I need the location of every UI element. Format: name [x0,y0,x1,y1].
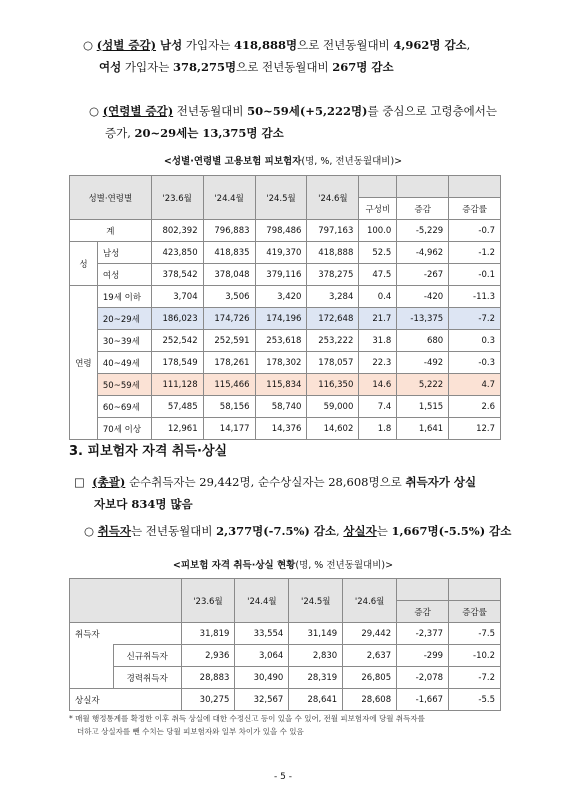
row-label: 계 [70,220,152,242]
section3-detail-bullet: ○ 취득자는 전년동월대비 2,377명(-7.5%) 감소, 상실자는 1,667명(-5.5%) 감소 [84,524,512,538]
table-row: 40~49세 178,549 178,261 178,302 178,057 22.3 -492 -0.3 [70,352,501,374]
bullet-marker: □ [74,475,85,489]
row-label: 30~39세 [97,330,151,352]
table1-header-row [70,176,501,198]
row-label: 40~49세 [97,352,151,374]
row-label: 경력취득자 [113,667,181,689]
header-month: '24.5월 [289,579,343,623]
group-label-sex: 성 [70,242,98,286]
bullet-marker: ○ [84,524,95,538]
header-ratio: 구성비 [359,198,397,220]
table-row: 여성 378,542 378,048 379,116 378,275 47.5 -267 -0.1 [70,264,501,286]
footnote: * 매월 행정통계를 확정한 이후 취득 상실에 대한 수정신고 등이 있을 수 있어, 전월 피보험자에 당월 취득자를 더하고 상실자를 뺀 수치는 당월 피보험자와 일부 차이가 있을 수 있음 [69,714,425,736]
table-row: 60~69세 57,485 58,156 58,740 59,000 7.4 1,515 2.6 [70,396,501,418]
header-month: '24.6월 [343,579,397,623]
row-label: 19세 이하 [97,286,151,308]
table-row: 성 남성 423,850 418,835 419,370 418,888 52.5 -4,962 -1.2 [70,242,501,264]
table1-caption: <성별·연령별 고용보험 피보험자(명, %, 전년동월대비)> [163,156,403,167]
table-row: 30~39세 252,542 252,591 253,618 253,222 31.8 680 0.3 [70,330,501,352]
table-row: 연령 19세 이하 3,704 3,506 3,420 3,284 0.4 -420 -11.3 [70,286,501,308]
row-label: 60~69세 [97,396,151,418]
table-row: 70세 이상 12,961 14,177 14,376 14,602 1.8 1,641 12.7 [70,418,501,440]
intro-bullet-sex: ○ (성별 증감) 남성 가입자는 418,888명으로 전년동월대비 4,962명 감소, 여성 가입자는 378,275명으로 전년동월대비 267명 감소 [83,38,471,74]
bullet-marker: ○ [83,38,94,52]
bullet-marker: ○ [89,104,100,118]
header-month: '24.5월 [255,176,307,220]
table2-header-row [70,579,501,601]
header-month: '24.4월 [235,579,289,623]
table-row: 신규취득자 2,936 3,064 2,830 2,637 -299 -10.2 [70,645,501,667]
row-label: 신규취득자 [113,645,181,667]
header-month: '23.6월 [181,579,235,623]
header-category: 성별·연령별 [70,176,152,220]
table-row-highlight-decrease: 20~29세 186,023 174,726 174,196 172,648 21.7 -13,375 -7.2 [70,308,501,330]
header-change: 증감 [397,198,449,220]
table-row: 경력취득자 28,883 30,490 28,319 26,805 -2,078 -7.2 [70,667,501,689]
header-rate: 증감률 [449,601,501,623]
header-rate: 증감률 [449,198,501,220]
header-month: '23.6월 [151,176,203,220]
row-label: 상실자 [70,689,182,711]
section-heading: 3. 피보험자 자격 취득·상실 [69,444,228,459]
section3-summary-bullet: □ (총괄) 순수취득자는 29,442명, 순수상실자는 28,608명으로 취득자가 상실 자보다 834명 많음 [74,475,477,511]
header-month: '24.6월 [307,176,359,220]
header-month: '24.4월 [203,176,255,220]
row-label: 취득자 [70,623,182,645]
table-row-losers: 상실자 30,275 32,567 28,641 28,608 -1,667 -5.5 [70,689,501,711]
insured-by-sex-age-table [69,175,501,440]
intro-bullet-age: ○ (연령별 증감) 전년동월대비 50~59세(+5,222명)를 중심으로 고령층에서는 증가, 20~29세는 13,375명 감소 [89,104,498,140]
acquisition-loss-table [69,578,501,711]
header-change: 증감 [397,601,449,623]
table2-caption: <피보험 자격 취득·상실 현황(명, % 전년동월대비)> [172,560,394,571]
row-label: 50~59세 [97,374,151,396]
table-row-highlight-increase: 50~59세 111,128 115,466 115,834 116,350 14.6 5,222 4.7 [70,374,501,396]
row-label: 20~29세 [97,308,151,330]
group-label-age: 연령 [70,286,98,440]
table-row-acquirers: 취득자 31,819 33,554 31,149 29,442 -2,377 -7.5 [70,623,501,645]
table-row-total: 계 802,392 796,883 798,486 797,163 100.0 -5,229 -0.7 [70,220,501,242]
row-label: 남성 [97,242,151,264]
page-number: - 5 - [274,772,292,782]
row-label: 70세 이상 [97,418,151,440]
row-label: 여성 [97,264,151,286]
